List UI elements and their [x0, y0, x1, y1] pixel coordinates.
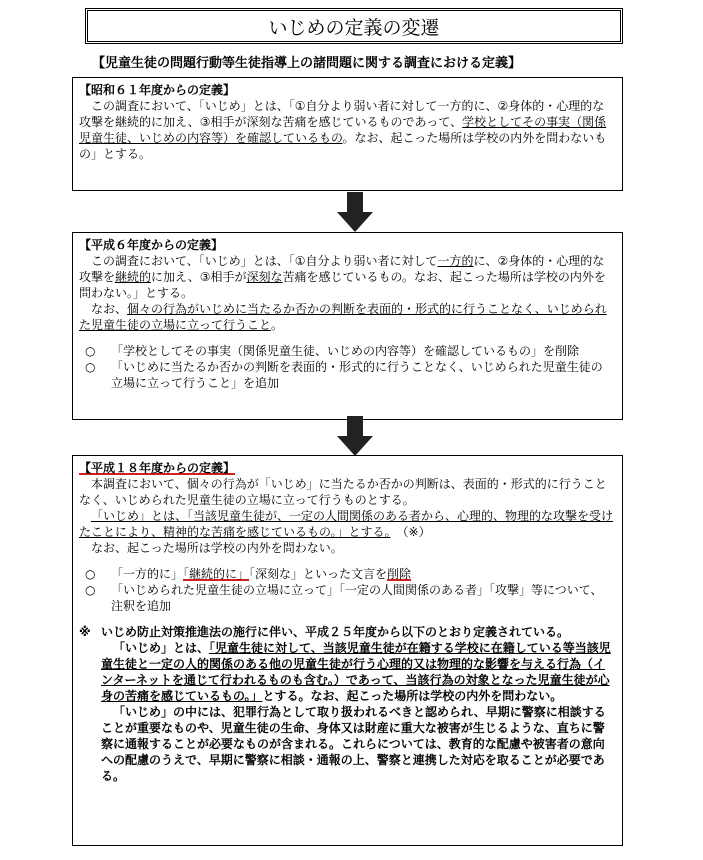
page-title [85, 8, 623, 44]
definition-box-s61 [72, 77, 623, 191]
heading-h6: 【平成６年度からの定義】 [79, 238, 224, 252]
definition-text-h6: この調査において、「いじめ」とは、「①自分より弱い者に対して一方的に、②身体的・心理的な攻撃を継続的に加え、③相手が深刻な苦痛を感じているもの。なお、起こった場所は学校の内外を問わない。」とする。 [79, 254, 606, 300]
bullet-icon: ○ [85, 583, 96, 597]
definition-text-s61: この調査において、「いじめ」とは、「①自分より弱い者に対して一方的に、②身体的・心理的な攻撃を継続的に加え、③相手が深刻な苦痛を感じているものであって、学校としてその事実（関係児童生徒、いじめの内容等）を確認しているもの。なお、起こった場所は学校の内外を問わないもの」とする。 [79, 99, 607, 161]
footnote-marker: （※） [402, 525, 431, 539]
survey-subtitle: 【児童生徒の問題行動等生徒指導上の諸問題に関する調査における定義】 [92, 56, 522, 71]
location-note-h18: なお、起こった場所は学校の内外を問わない。 [91, 541, 343, 555]
down-arrow-icon [337, 192, 373, 232]
definition-text-h25: 「いじめ」とは、「児童生徒に対して、当該児童生徒が在籍する学校に在籍している等当該児童生徒と一定の人的関係のある他の児童生徒が行う心理的又は物理的な影響を与える行為（インターネットを通じて行われるものも含む。）であって、当該行為の対象となった児童生徒が心身の苦痛を感じているもの。」とする。なお、起こった場所は学校の内外を問わない。 [101, 641, 611, 703]
page-title-text: いじめの定義の変遷 [268, 16, 440, 39]
list-item: ○ 「いじめに当たるか否かの判断を表面的・形式的に行うことなく、いじめられた児童生徒の立場に立って行うこと」を追加 [79, 359, 614, 391]
list-item: ○ 「いじめられた児童生徒の立場に立って」「一定の人間関係のある者」「攻撃」等について、注釈を追加 [79, 582, 614, 614]
definition-text-h18: 「いじめ」とは、「当該児童生徒が、一定の人間関係のある者から、心理的、物理的な攻撃を受けたことにより、精神的な苦痛を感じているもの。」とする。 （※） [79, 509, 614, 539]
list-item: ○ 「学校としてその事実（関係児童生徒、いじめの内容等）を確認しているもの」を削除 [79, 343, 614, 359]
underlined-phrase: 学校としてその事実（関係児童生徒、いじめの内容等）を確認しているもの [79, 115, 607, 145]
additional-note-h6: なお、個々の行為がいじめに当たるか否かの判断を表面的・形式的に行うことなく、いじめられた児童生徒の立場に立って行うこと。 [79, 302, 607, 332]
police-note-h25: 「いじめ」の中には、犯罪行為として取り扱われるべきと認められ、早期に警察に相談することが重要なものや、児童生徒の生命、身体又は財産に重大な被害が生じるような、直ちに警察に通報することが必要なものが含まれる。これらについては、教育的な配慮や被害者の意向への配慮のうえで、早期に警察に相談・通報の上、警察と連携した対応を取ることが必要である。 [101, 705, 606, 783]
judgment-text-h18: 本調査において、個々の行為が「いじめ」に当たるか否かの判断は、表面的・形式的に行うことなく、いじめられた児童生徒の立場に立って行うものとする。 [79, 477, 607, 507]
heading-s61: 【昭和６１年度からの定義】 [79, 83, 236, 97]
definition-box-h18 [72, 455, 623, 846]
list-item: ○ 「一方的に」「継続的に」「深刻な」といった文言を削除 [79, 566, 614, 582]
definition-box-h6 [72, 232, 623, 420]
bullet-icon: ○ [85, 344, 96, 358]
bullet-icon: ○ [85, 567, 96, 581]
heading-h18: 【平成１８年度からの定義】 [79, 461, 236, 475]
down-arrow-icon [337, 416, 373, 456]
note-icon: ※ [79, 625, 91, 639]
bullet-icon: ○ [85, 360, 96, 374]
footnote-h25: ※ いじめ防止対策推進法の施行に伴い、平成２５年度から以下のとおり定義されている。 「いじめ」とは、「児童生徒に対して、当該児童生徒が在籍する学校に在籍している等当該児童生徒と一定の人的関係のある他の児童生徒が行う心理的又は物理的な影響を与える行為（インターネットを通じて行われるものも含む。）であって、当該行為の対象となった児童生徒が心身の苦痛を感じているもの。」とする。なお、起こった場所は学校の内外を問わない。 「いじめ」の中には、犯罪行為として取り扱われるべきと認められ、早期に警察に相談することが重要なものや、児童生徒の生命、身体又は財産に重大な被害が生じるような、直ちに警察に通報することが必要なものが含まれる。これらについては、教育的な配慮や被害者の意向への配慮のうえで、早期に警察に相談・通報の上、警察と連携した対応を取ることが必要である。 [79, 624, 614, 784]
